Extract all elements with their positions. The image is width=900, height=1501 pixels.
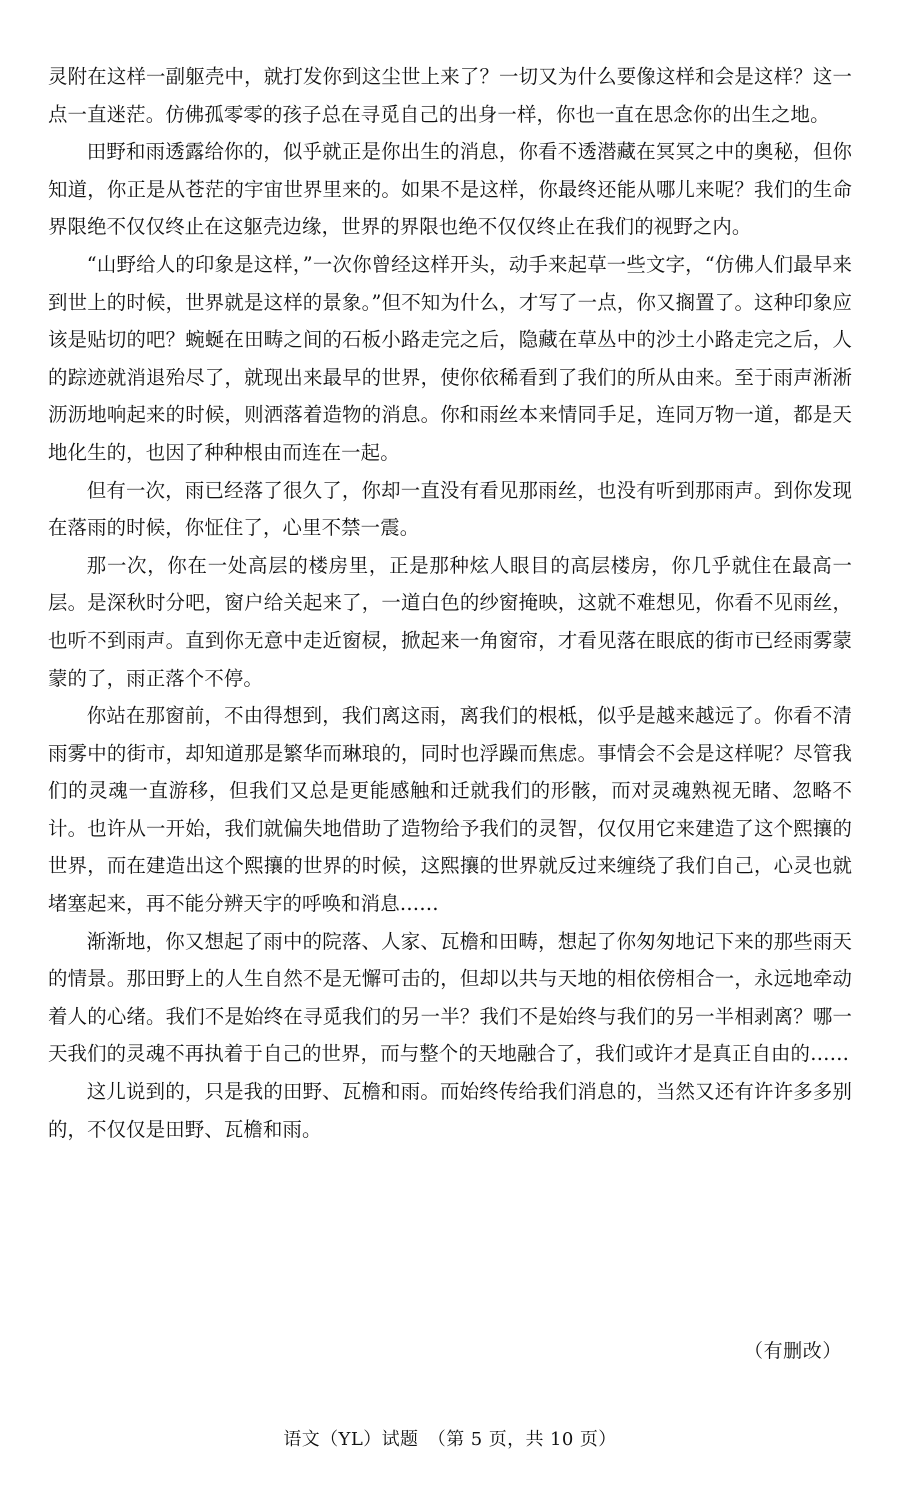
abridged-note: （有删改）: [743, 1340, 842, 1362]
passage-paragraph: 但有一次，雨已经落了很久了，你却一直没有看见那雨丝，也没有听到那雨声。到你发现在落雨的时候，你怔住了，心里不禁一震。: [48, 478, 852, 540]
passage-body: [48, 58, 852, 1148]
passage-paragraph: “山野给人的印象是这样，”一次你曾经这样开头，动手来起草一些文字，“仿佛人们最早来到世上的时候，世界就是这样的景象。”但不知为什么，才写了一点，你又搁置了。这种印象应该是贴切的吧？蜿蜒在田畴之间的石板小路走完之后，隐藏在草丛中的沙土小路走完之后，人的踪迹就消退殆尽了，就现出来最早的世界，使你依稀看到了我们的所从由来。至于雨声淅淅沥沥地响起来的时候，则洒落着造物的消息。你和雨丝本来情同手足，连同万物一道，都是天地化生的，也因了种种根由而连在一起。: [48, 252, 852, 464]
passage-paragraph-continued: 灵附在这样一副躯壳中，就打发你到这尘世上来了？一切又为什么要像这样和会是这样？这一点一直迷茫。仿佛孤零零的孩子总在寻觅自己的出身一样，你也一直在思念你的出生之地。: [48, 65, 852, 126]
passage-paragraph: 那一次，你在一处高层的楼房里，正是那种炫人眼目的高层楼房，你几乎就住在最高一层。是深秋时分吧，窗户给关起来了，一道白色的纱窗掩映，这就不难想见，你看不见雨丝，也听不到雨声。直到你无意中走近窗棂，掀起来一角窗帘，才看见落在眼底的街市已经雨雾蒙蒙的了，雨正落个不停。: [48, 553, 852, 690]
passage-paragraph: 你站在那窗前，不由得想到，我们离这雨，离我们的根柢，似乎是越来越远了。你看不清雨雾中的街市，却知道那是繁华而琳琅的，同时也浮躁而焦虑。事情会不会是这样呢？尽管我们的灵魂一直游移，但我们又总是更能感触和迁就我们的形骸，而对灵魂熟视无睹、忽略不计。也许从一开始，我们就偏失地借助了造物给予我们的灵智，仅仅用它来建造了这个熙攘的世界，而在建造出这个熙攘的世界的时候，这熙攘的世界就反过来缠绕了我们自己，心灵也就堵塞起来，再不能分辨天宇的呼唤和消息……: [48, 704, 852, 916]
passage-paragraph: 这儿说到的，只是我的田野、瓦檐和雨。而始终传给我们消息的，当然又还有许许多多别的，不仅仅是田野、瓦檐和雨。: [48, 1080, 852, 1141]
passage-paragraph: 渐渐地，你又想起了雨中的院落、人家、瓦檐和田畴，想起了你匆匆地记下来的那些雨天的情景。那田野上的人生自然不是无懈可击的，但却以共与天地的相依傍相合一，永远地牵动着人的心绪。我们不是始终在寻觅我们的另一半？我们不是始终与我们的另一半相剥离？哪一天我们的灵魂不再执着于自己的世界，而与整个的天地融合了，我们或许才是真正自由的……: [48, 929, 852, 1066]
page-footer: 语文（YL）试题 （第 5 页，共 10 页）: [283, 1429, 617, 1450]
passage-paragraph: 田野和雨透露给你的，似乎就正是你出生的消息，你看不透潜藏在冥冥之中的奥秘，但你知道，你正是从苍茫的宇宙世界里来的。如果不是这样，你最终还能从哪儿来呢？我们的生命界限绝不仅仅终止在这躯壳边缘，世界的界限也绝不仅仅终止在我们的视野之内。: [48, 140, 852, 239]
